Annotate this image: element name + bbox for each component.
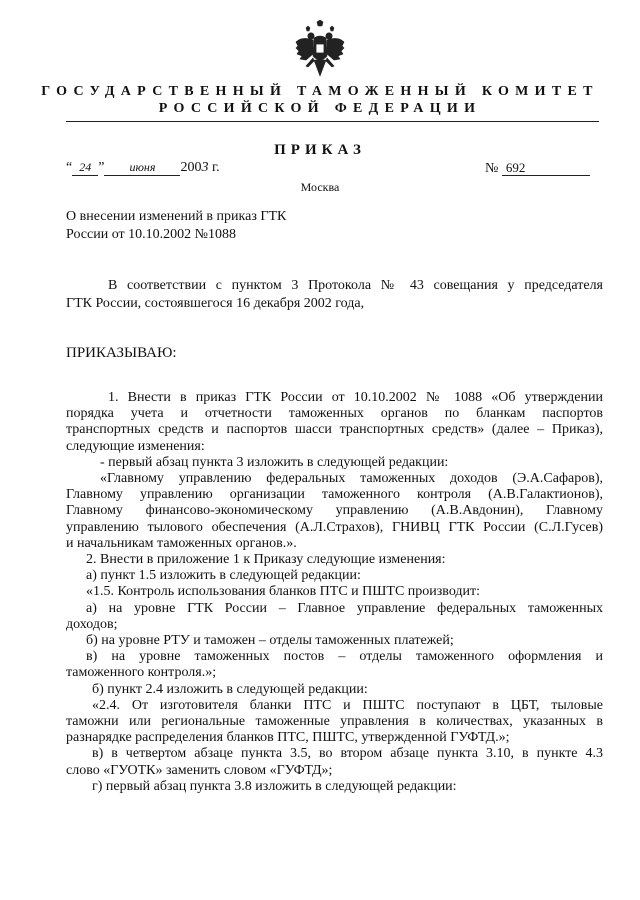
date-quote-close: ” — [98, 160, 105, 175]
preamble-line: В соответствии с пунктом 3 Протокола № 43 совещания у председателя — [108, 278, 603, 293]
body-line: - первый абзац пункта 3 изложить в следующей редакции: — [100, 454, 449, 470]
body-line: доходов; — [66, 616, 118, 632]
order-number — [485, 160, 590, 177]
body-line: и начальникам таможенных органов.». — [66, 535, 297, 551]
state-emblem-eagle-icon — [294, 20, 346, 78]
order-number-value: 692 — [502, 160, 590, 176]
body-line: а) на уровне ГТК России – Главное управление федеральных таможенных — [86, 600, 603, 616]
subject-line: О внесении изменений в приказ ГТК — [66, 209, 287, 224]
body-line: в) в четвертом абзаце пункта 3.5, во втором абзаце пункта 3.10, в пункте 4.3 — [92, 746, 603, 762]
preamble — [66, 277, 603, 313]
body-line: порядка учета и отчетности таможенных органов по бланкам паспортов — [66, 406, 603, 422]
body-line: таможни или региональные таможенные управления в количествах, указанных в — [66, 714, 603, 730]
org-name-line1: ГОСУДАРСТВЕННЫЙ ТАМОЖЕННЫЙ КОМИТЕТ — [41, 84, 599, 99]
org-name-line2: РОССИЙСКОЙ ФЕДЕРАЦИИ — [158, 101, 482, 116]
body-line: б) на уровне РТУ и таможен – отделы таможенных платежей; — [86, 633, 454, 649]
header-divider — [66, 121, 599, 122]
date-quote-open: “ — [66, 160, 73, 175]
order-subject — [66, 208, 286, 244]
body-line: а) пункт 1.5 изложить в следующей редакции: — [86, 568, 361, 584]
body-line: следующие изменения: — [66, 438, 205, 454]
body-line: Главному управлению организации таможенного контроля (А.В.Галактионов), — [66, 487, 603, 503]
body-line: транспортных средств и паспортов шасси транспортных средств» (далее – Приказ), — [66, 422, 603, 438]
order-body — [66, 390, 603, 795]
date-year-digit: 3 — [201, 160, 209, 175]
order-city: Москва — [300, 180, 340, 194]
body-line: в) на уровне таможенных постов – отделы таможенного оформления и — [86, 649, 603, 665]
preamble-line: ГТК России, состоявшегося 16 декабря 2002 года, — [66, 296, 365, 311]
document-title: ПРИКАЗ — [274, 142, 366, 158]
body-line: 2. Внести в приложение 1 к Приказу следующие изменения: — [86, 552, 446, 568]
subject-line: России от 10.10.2002 №1088 — [66, 227, 236, 242]
date-year-suffix: г. — [208, 160, 220, 175]
body-line: «2.4. От изготовителя бланки ПТС и ПШТС поступают в ЦБТ, тыловые — [92, 697, 603, 713]
order-date — [66, 160, 220, 176]
command-word: ПРИКАЗЫВАЮ: — [66, 345, 177, 361]
body-line: «Главному управлению федеральных таможенных доходов (Э.А.Сафаров), — [100, 471, 603, 487]
order-number-label: № — [485, 161, 499, 176]
body-line: 1. Внести в приказ ГТК России от 10.10.2002 № 1088 «Об утверждении — [108, 390, 603, 405]
body-line: таможенного контроля.»; — [66, 665, 217, 681]
body-line: слово «ГУОТК» заменить словом «ГУФТД»; — [66, 762, 333, 778]
date-year-prefix: 200 — [180, 160, 202, 175]
body-line: г) первый абзац пункта 3.8 изложить в следующей редакции: — [92, 778, 457, 794]
date-month: июня — [104, 160, 180, 176]
body-line: «1.5. Контроль использования бланков ПТС и ПШТС производит: — [86, 584, 481, 600]
body-line: управлению тылового обеспечения (А.Л.Страхов), ГНИВЦ ГТК России (С.Л.Гусев) — [66, 519, 603, 535]
body-line: разнарядке распределения бланков ПТС, ПШТС, утвержденной ГУФТД.»; — [66, 730, 510, 746]
body-line: б) пункт 2.4 изложить в следующей редакции: — [92, 681, 368, 697]
body-line: Главному финансово-экономическому управлению (А.В.Авдонин), Главному — [66, 503, 603, 519]
date-day: 24 — [72, 160, 98, 176]
